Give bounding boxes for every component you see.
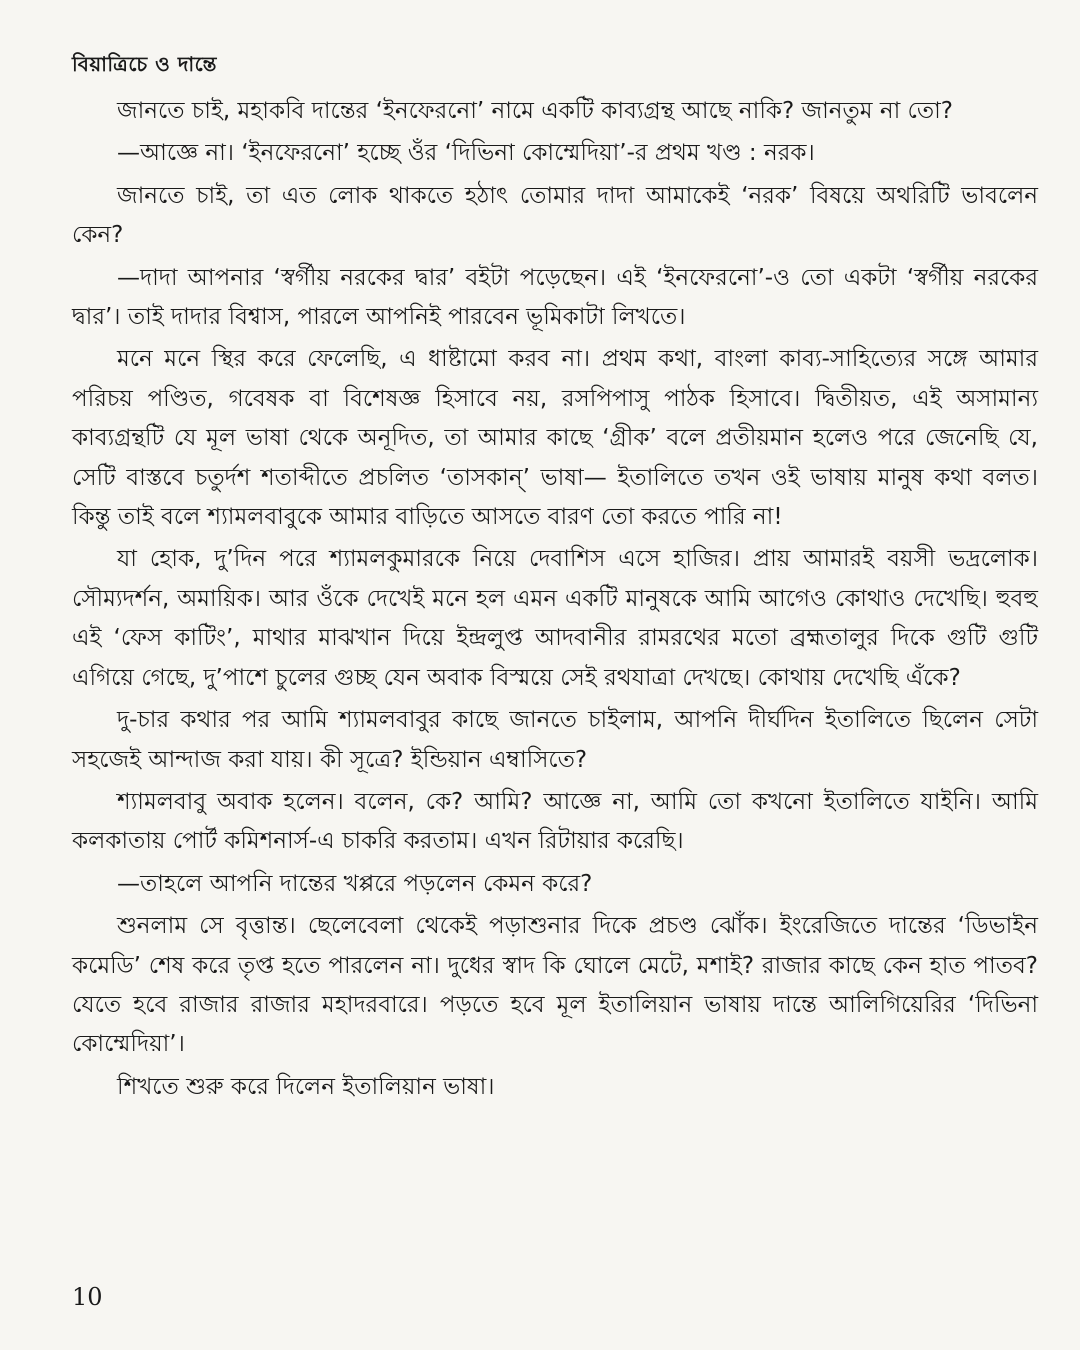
paragraph: শ্যামলবাবু অবাক হলেন। বলেন, কে? আমি? আজ্ঞে না, আমি তো কখনো ইতালিতে যাইনি। আমি কলকাতায় পোর্ট কমিশনার্স-এ চাকরি করতাম। এখন রিটায়ার করেছি।	[72, 788, 1038, 855]
paragraph: জানতে চাই, মহাকবি দান্তের ‘ইনফেরনো’ নামে একটি কাব্যগ্রন্থ আছে নাকি? জানতুম না তো?	[117, 98, 954, 124]
paragraph: দু-চার কথার পর আমি শ্যামলবাবুর কাছে জানতে চাইলাম, আপনি দীর্ঘদিন ইতালিতে ছিলেন সেটা সহজেই আন্দাজ করা যায়। কী সূত্রে? ইন্ডিয়ান এম্বাসিতে?	[72, 707, 1038, 773]
paragraph: যা হোক, দু’দিন পরে শ্যামলকুমারকে নিয়ে দেবাশিস এসে হাজির। প্রায় আমারই বয়সী ভদ্রলোক। সৌম্যদর্শন, অমায়িক। আর ওঁকে দেখেই মনে হল এমন একটি মানুষকে আমি আগেও কোথাও দেখেছি। হুবহু এই ‘ফেস কাটিং’, মাথার মাঝখান দিয়ে ইন্দ্রলুপ্ত আদবানীর রামরথের মতো ব্রহ্মতালুর দিকে গুটি গুটি এগিয়ে গেছে, দু’পাশে চুলের গুচ্ছ যেন অবাক বিস্ময়ে সেই রথযাত্রা দেখছে। কোথায় দেখেছি এঁকে?	[72, 546, 1038, 691]
paragraph: —তাহলে আপনি দান্তের খপ্পরে পড়লেন কেমন করে?	[117, 870, 593, 897]
paragraph: শিখতে শুরু করে দিলেন ইতালিয়ান ভাষা।	[117, 1073, 495, 1100]
paragraph: —দাদা আপনার ‘স্বর্গীয় নরকের দ্বার’ বইটা পড়েছেন। এই ‘ইনফেরনো’-ও তো একটা ‘স্বর্গীয় নরকের দ্বার’। তাই দাদার বিশ্বাস, পারলে আপনিই পারবেন ভূমিকাটা লিখতে।	[72, 264, 1038, 331]
running-head: বিয়াত্রিচে ও দান্তে	[72, 52, 217, 76]
body-text	[72, 92, 1038, 1110]
paragraph: শুনলাম সে বৃত্তান্ত। ছেলেবেলা থেকেই পড়াশুনার দিকে প্রচণ্ড ঝোঁক। ইংরেজিতে দান্তের ‘ডিভাইন কমেডি’ শেষ করে তৃপ্ত হতে পারলেন না। দুধের স্বাদ কি ঘোলে মেটে, মশাই? রাজার কাছে কেন হাত পাতব? যেতে হবে রাজার রাজার মহাদরবারে। পড়তে হবে মূল ইতালিয়ান ভাষায় দান্তে আলিগিয়েরির ‘দিভিনা কোম্মেদিয়া’।	[72, 913, 1038, 1058]
paragraph: জানতে চাই, তা এত লোক থাকতে হঠাৎ তোমার দাদা আমাকেই ‘নরক’ বিষয়ে অথরিটি ভাবলেন কেন?	[72, 182, 1038, 249]
page-number: 10	[72, 1283, 103, 1311]
paragraph: মনে মনে স্থির করে ফেলেছি, এ ধাষ্টামো করব না। প্রথম কথা, বাংলা কাব্য-সাহিত্যের সঙ্গে আমার পরিচয় পণ্ডিত, গবেষক বা বিশেষজ্ঞ হিসাবে নয়, রসপিপাসু পাঠক হিসাবে। দ্বিতীয়ত, এই অসামান্য কাব্যগ্রন্থটি যে মূল ভাষা থেকে অনূদিত, তা আমার কাছে ‘গ্রীক’ বলে প্রতীয়মান হলেও পরে জেনেছি যে, সেটি বাস্তবে চতুর্দশ শতাব্দীতে প্রচলিত ‘তাসকান্’ ভাষা— ইতালিতে তখন ওই ভাষায় মানুষ কথা বলত। কিন্তু তাই বলে শ্যামলবাবুকে আমার বাড়িতে আসতে বারণ তো করতে পারি না!	[72, 346, 1038, 531]
paragraph: —আজ্ঞে না। ‘ইনফেরনো’ হচ্ছে ওঁর ‘দিভিনা কোম্মেদিয়া’-র প্রথম খণ্ড : নরক।	[117, 140, 815, 167]
